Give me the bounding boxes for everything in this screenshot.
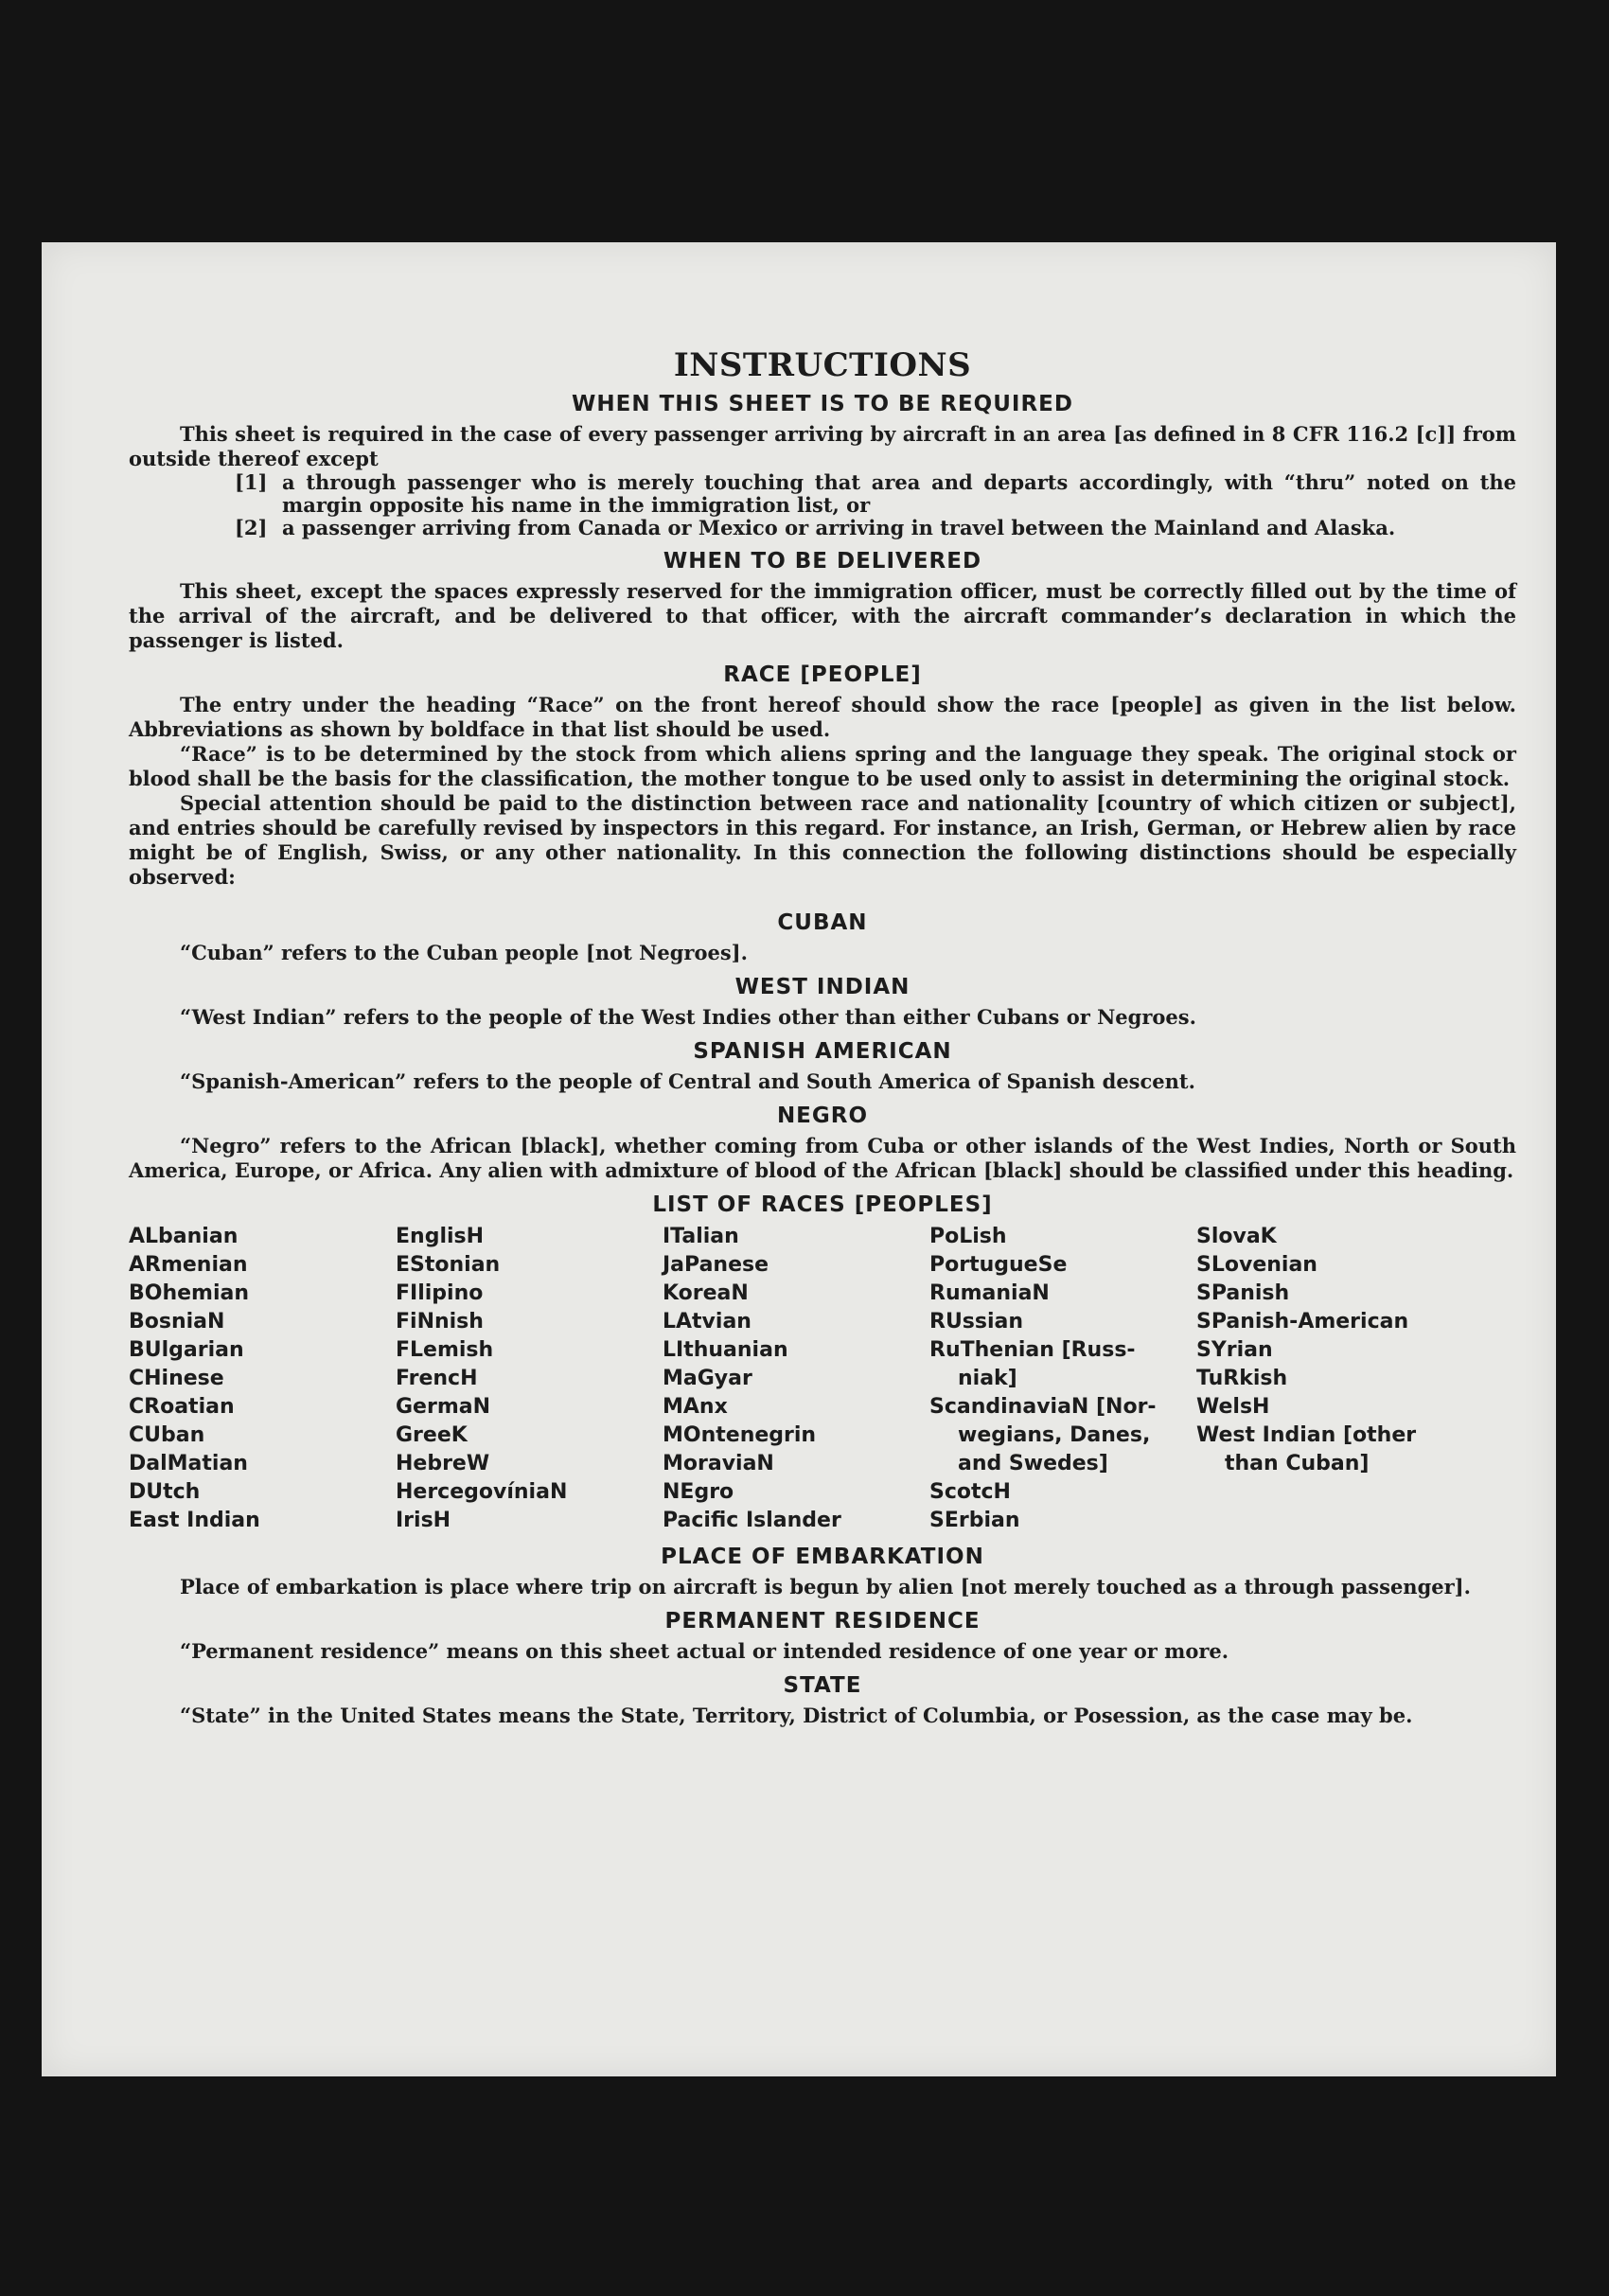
race-list-entry: GermaN <box>396 1395 491 1419</box>
race-list-entry: MOntenegrin <box>663 1423 817 1447</box>
race-list-entry: BUlgarian <box>129 1338 244 1362</box>
heading-cuban: CUBAN <box>777 910 868 935</box>
race-list-entry: FIlipino <box>396 1281 484 1305</box>
page-title: INSTRUCTIONS <box>673 346 972 384</box>
race-list-entry: CHinese <box>129 1367 224 1390</box>
race-list-entry: JaPanese <box>663 1253 769 1277</box>
item-number: [1] <box>235 470 268 494</box>
heading-state: STATE <box>783 1673 862 1698</box>
race-list-entry: IrisH <box>396 1509 451 1532</box>
heading-spanish-american: SPANISH AMERICAN <box>693 1039 952 1064</box>
paragraph-west-indian: “West Indian” refers to the people of the West Indies other than either Cubans or Negroes. <box>180 1005 1196 1029</box>
race-list-entry: DalMatian <box>129 1452 248 1475</box>
races-column-3 <box>663 1223 929 1535</box>
paragraph-required: This sheet is required in the case of every passenger arriving by aircraft in an area [as defined in 8 CFR 116.2 [c]] from outside thereof except <box>129 422 1516 470</box>
race-list-entry: wegians, Danes, <box>958 1423 1151 1447</box>
race-list-entry: ScandinaviaN [Nor- <box>929 1395 1157 1419</box>
race-list-entry: CRoatian <box>129 1395 235 1419</box>
race-list-entry: NEgro <box>663 1480 734 1504</box>
heading-race: RACE [PEOPLE] <box>723 662 922 687</box>
race-list-entry: SLovenian <box>1196 1253 1317 1277</box>
document-sheet <box>42 242 1556 2076</box>
race-list-entry: EStonian <box>396 1253 501 1277</box>
races-column-2 <box>396 1223 663 1535</box>
heading-negro: NEGRO <box>776 1104 869 1128</box>
race-list-entry: LIthuanian <box>663 1338 788 1362</box>
race-list-entry: ARmenian <box>129 1253 248 1277</box>
heading-list-of-races: LIST OF RACES [PEOPLES] <box>652 1192 993 1217</box>
list-item <box>235 471 1516 517</box>
race-list-entry: PortugueSe <box>929 1253 1068 1277</box>
race-list-entry: HercegovíniaN <box>396 1480 568 1504</box>
race-list-entry: SErbian <box>929 1509 1020 1532</box>
heading-required: WHEN THIS SHEET IS TO BE REQUIRED <box>572 392 1073 416</box>
race-list-entry: ALbanian <box>129 1225 239 1248</box>
race-list-entry: MaGyar <box>663 1367 752 1390</box>
race-list-entry: RumaniaN <box>929 1281 1050 1305</box>
paragraph-delivered: This sheet, except the spaces expressly reserved for the immigration officer, must be correctly filled out by the time of the arrival of the aircraft, and be delivered to that officer, with the aircraft commander’s declaration in which the passenger is listed. <box>129 579 1516 652</box>
item-text: a passenger arriving from Canada or Mexico or arriving in travel between the Mainland and Alaska. <box>282 516 1396 539</box>
race-list-entry: EnglisH <box>396 1225 485 1248</box>
paragraph-state: “State” in the United States means the State, Territory, District of Columbia, or Posession, as the case may be. <box>180 1704 1413 1727</box>
paragraph-race-3: Special attention should be paid to the distinction between race and nationality [country of which citizen or subject], and entries should be carefully revised by inspectors in this regard. For instance, an Irish, German, or Hebrew alien by race might be of English, Swiss, or any other nationality. In this connection the following distinctions should be especially observed: <box>129 791 1516 889</box>
races-column-5 <box>1196 1223 1516 1535</box>
race-list-entry: East Indian <box>129 1509 260 1532</box>
race-list-entry: SlovaK <box>1196 1225 1277 1248</box>
race-list-entry: RUssian <box>929 1310 1024 1333</box>
heading-embarkation: PLACE OF EMBARKATION <box>661 1545 984 1569</box>
race-list-entry: KoreaN <box>663 1281 749 1305</box>
list-item <box>235 517 1516 539</box>
paragraph-cuban: “Cuban” refers to the Cuban people [not Negroes]. <box>180 941 748 964</box>
race-list-entry: RuThenian [Russ- <box>929 1338 1136 1362</box>
race-list-entry: CUban <box>129 1423 205 1447</box>
paragraph-race-1: The entry under the heading “Race” on the front hereof should show the race [people] as given in the list below. Abbreviations as shown by boldface in that list should be used. <box>129 693 1516 741</box>
race-list-entry: niak] <box>958 1367 1017 1390</box>
race-list-entry: LAtvian <box>663 1310 751 1333</box>
race-list-entry: ITalian <box>663 1225 739 1248</box>
instructions-content <box>129 346 1516 1728</box>
race-list-entry: BOhemian <box>129 1281 250 1305</box>
heading-west-indian: WEST INDIAN <box>734 975 911 999</box>
race-list-entry: ScotcH <box>929 1480 1011 1504</box>
paragraph-embarkation: Place of embarkation is place where trip on aircraft is begun by alien [not merely touched as a through passenger]. <box>180 1575 1471 1598</box>
item-text: a through passenger who is merely touching that area and departs accordingly, with “thru” noted on the margin opposite his name in the immigration list, or <box>282 470 1516 517</box>
race-list-entry: West Indian [other <box>1196 1423 1417 1447</box>
paragraph-spanish-american: “Spanish-American” refers to the people of Central and South America of Spanish descent. <box>180 1069 1195 1093</box>
races-column-1 <box>129 1223 396 1535</box>
item-number: [2] <box>235 516 268 539</box>
race-list-entry: MAnx <box>663 1395 728 1419</box>
race-list-entry: FrencH <box>396 1367 478 1390</box>
race-list-entry: SPanish <box>1196 1281 1290 1305</box>
race-list-entry: SPanish-American <box>1196 1310 1409 1333</box>
races-column-4 <box>929 1223 1196 1535</box>
paragraph-negro: “Negro” refers to the African [black], whether coming from Cuba or other islands of the West Indies, North or South America, Europe, or Africa. Any alien with admixture of blood of the African [black] should be classified under this heading. <box>129 1134 1516 1182</box>
race-list-entry: HebreW <box>396 1452 490 1475</box>
race-list-entry: FiNnish <box>396 1310 484 1333</box>
heading-delivered: WHEN TO BE DELIVERED <box>663 549 982 574</box>
race-list-entry: DUtch <box>129 1480 201 1504</box>
race-list-entry: GreeK <box>396 1423 468 1447</box>
race-list-entry: and Swedes] <box>958 1452 1108 1475</box>
races-list <box>129 1223 1516 1535</box>
race-list-entry: Pacific Islander <box>663 1509 841 1532</box>
paragraph-residence: “Permanent residence” means on this sheet actual or intended residence of one year or more. <box>180 1639 1229 1663</box>
race-list-entry: BosniaN <box>129 1310 225 1333</box>
race-list-entry: than Cuban] <box>1225 1452 1370 1475</box>
race-list-entry: TuRkish <box>1196 1367 1288 1390</box>
race-list-entry: PoLish <box>929 1225 1007 1248</box>
paragraph-race-2: “Race” is to be determined by the stock from which aliens spring and the language they speak. The original stock or blood shall be the basis for the classification, the mother tongue to be used only to assist in determining the original stock. <box>129 742 1516 790</box>
race-list-entry: MoraviaN <box>663 1452 774 1475</box>
race-list-entry: FLemish <box>396 1338 494 1362</box>
heading-residence: PERMANENT RESIDENCE <box>664 1609 981 1634</box>
race-list-entry: WelsH <box>1196 1395 1270 1419</box>
race-list-entry: SYrian <box>1196 1338 1273 1362</box>
